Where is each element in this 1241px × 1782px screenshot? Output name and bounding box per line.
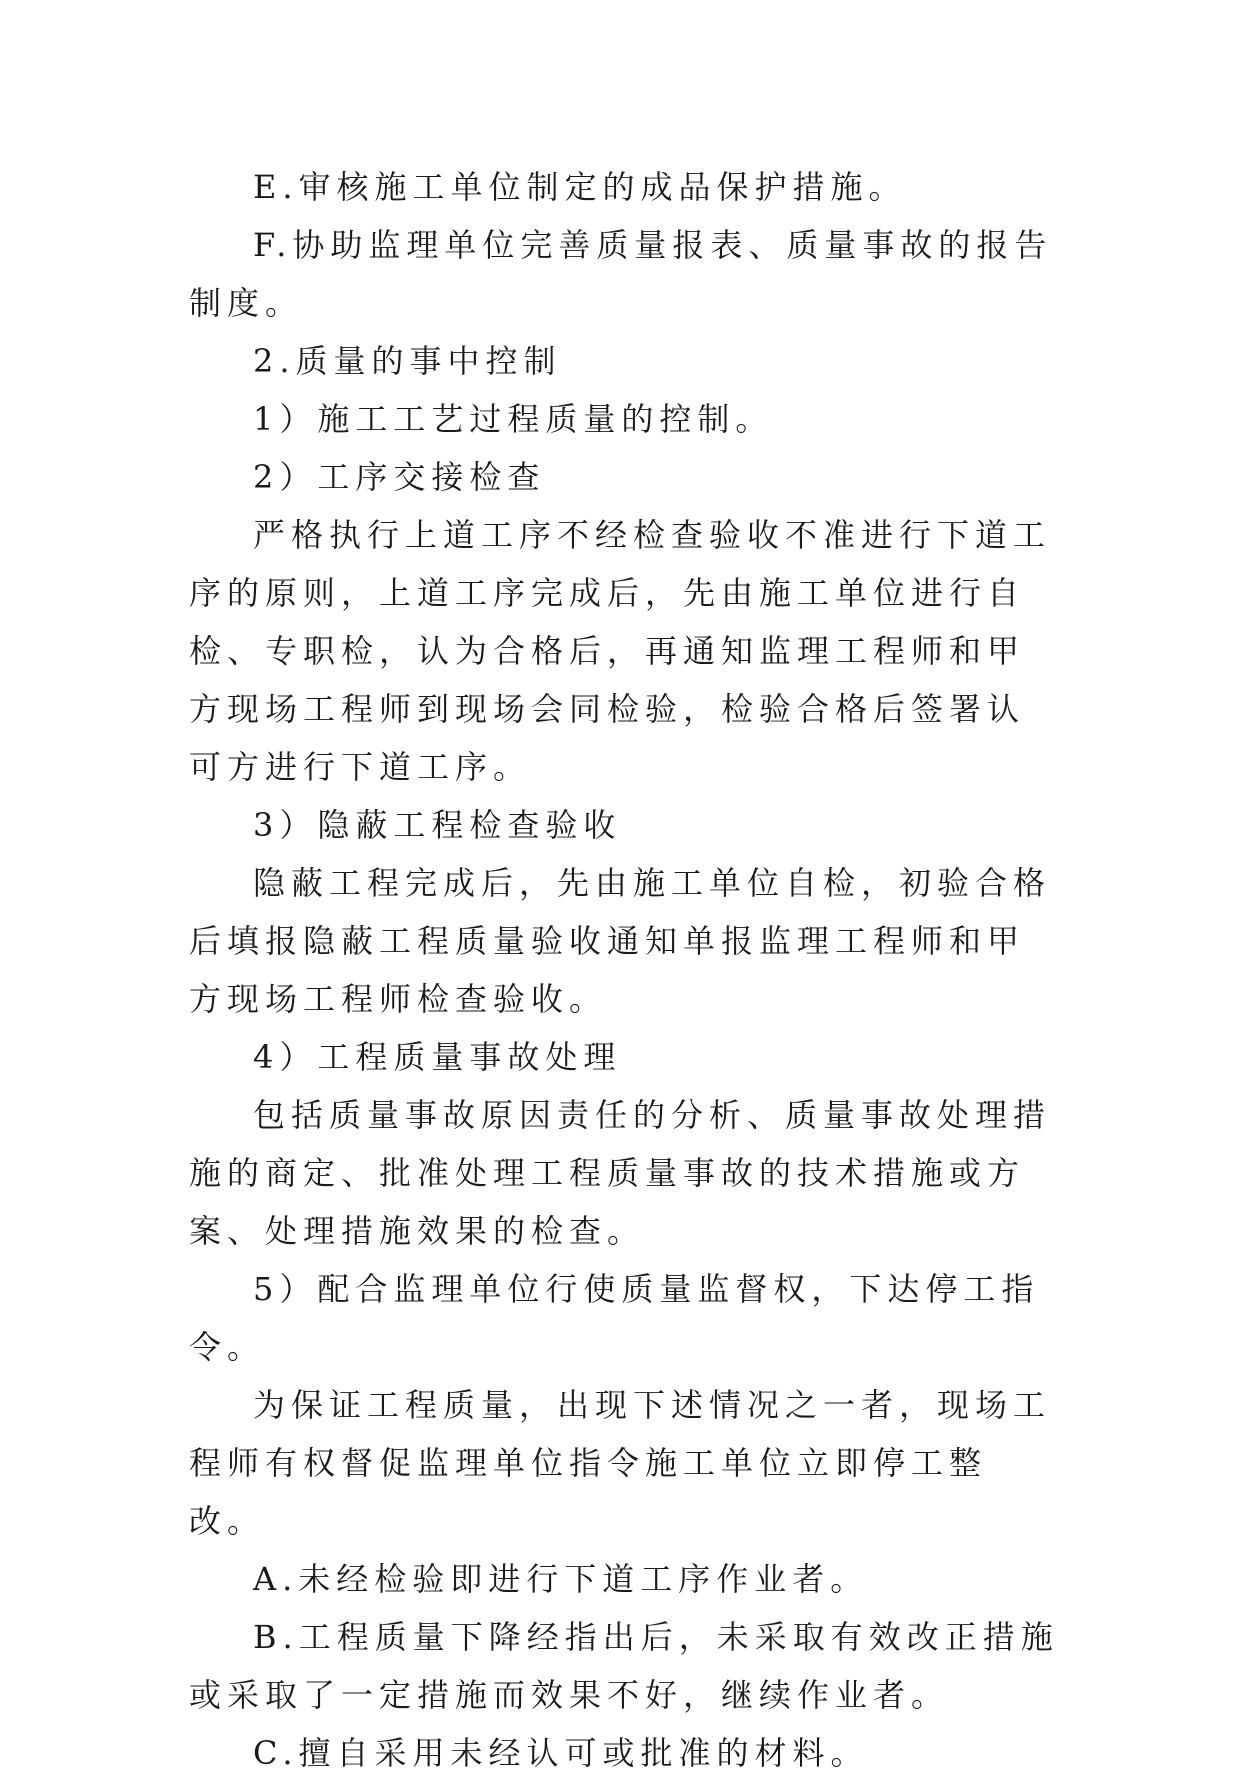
paragraph-c: C.擅自采用未经认可或批准的材料。 bbox=[253, 1734, 869, 1772]
subheading-1: 1）施工工艺过程质量的控制。 bbox=[253, 400, 774, 438]
paragraph-b: B.工程质量下降经指出后，未采取有效改正措施或采取了一定措施而效果不好，继续作业者。 bbox=[189, 1618, 1059, 1714]
subheading-3: 3）隐蔽工程检查验收 bbox=[253, 806, 622, 844]
subheading-2: 2）工序交接检查 bbox=[253, 458, 546, 496]
paragraph-f: F.协助监理单位完善质量报表、质量事故的报告制度。 bbox=[189, 226, 1053, 322]
paragraph-accident-handling: 包括质量事故原因责任的分析、质量事故处理措施的商定、批准处理工程质量事故的技术措施或方案、处理措施效果的检查。 bbox=[189, 1096, 1052, 1250]
subheading-5: 5）配合监理单位行使质量监督权，下达停工指令。 bbox=[189, 1270, 1040, 1366]
document-page bbox=[189, 158, 1059, 1782]
paragraph-concealed-works: 隐蔽工程完成后，先由施工单位自检，初验合格后填报隐蔽工程质量验收通知单报监理工程师和甲方现场工程师检查验收。 bbox=[189, 864, 1052, 1018]
subheading-4: 4）工程质量事故处理 bbox=[253, 1038, 622, 1076]
paragraph-a: A.未经检验即进行下道工序作业者。 bbox=[253, 1560, 869, 1598]
section-heading-2: 2.质量的事中控制 bbox=[253, 342, 562, 380]
paragraph-stop-work: 为保证工程质量，出现下述情况之一者，现场工程师有权督促监理单位指令施工单位立即停工整改。 bbox=[189, 1386, 1052, 1540]
paragraph-process-handover: 严格执行上道工序不经检查验收不准进行下道工序的原则，上道工序完成后，先由施工单位进行自检、专职检，认为合格后，再通知监理工程师和甲方现场工程师到现场会同检验，检验合格后签署认可方进行下道工序。 bbox=[189, 516, 1052, 786]
paragraph-e: E.审核施工单位制定的成品保护措施。 bbox=[253, 168, 907, 206]
